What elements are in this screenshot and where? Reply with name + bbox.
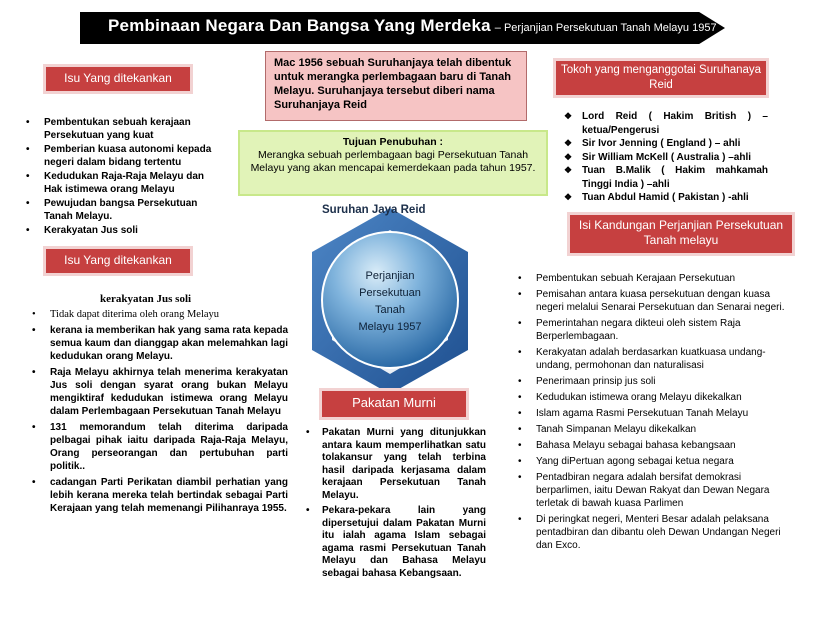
list-item: ❖ Sir William McKell ( Australia ) –ahli bbox=[562, 151, 768, 165]
sphere-line: Persekutuan bbox=[359, 287, 421, 299]
list-item: ❖ Tuan Abdul Hamid ( Pakistan ) -ahli bbox=[562, 191, 768, 205]
jus-soli-list bbox=[30, 308, 288, 518]
title-main: Pembinaan Negara Dan Bangsa Yang Merdeka bbox=[108, 16, 491, 35]
pakatan-murni-label: Pakatan Murni bbox=[322, 391, 466, 417]
list-item: • Pakatan Murni yang ditunjukkan antara kaum memperlihatkan satu tolakansur yang telah terbina hasil daripada kerjasama dalam kerajaan Persekutuan Tanah Melayu. bbox=[304, 427, 486, 502]
list-item: • Penerimaan prinsip jus soli bbox=[514, 375, 796, 388]
list-item: • Kerakyatan Jus soli bbox=[24, 224, 220, 237]
title-sub: – Perjanjian Persekutuan Tanah Melayu 1957 bbox=[494, 22, 717, 34]
list-item: • Tanah Simpanan Melayu dikekalkan bbox=[514, 423, 796, 436]
list-item: • Kerakyatan adalah berdasarkan kuatkuasa undang-undang, permohonan dan naturalisasi bbox=[514, 346, 796, 372]
list-item: • Islam agama Rasmi Persekutuan Tanah Melayu bbox=[514, 407, 796, 420]
isu-label-2: Isu Yang ditekankan bbox=[46, 249, 190, 273]
list-item: • Tidak dapat diterima oleh orang Melayu bbox=[30, 308, 288, 321]
list-item: • cadangan Parti Perikatan diambil perhatian yang lebih kerana mereka telah bertindak sebagai Parti Kerajaan yang telah memenangi Pilihanraya 1955. bbox=[30, 476, 288, 515]
suruhanjaya-reid-label: Suruhan Jaya Reid bbox=[322, 204, 426, 216]
tokoh-label: Tokoh yang menganggotai Suruhanaya Reid bbox=[556, 61, 766, 95]
tujuan-heading: Tujuan Penubuhan : bbox=[342, 136, 444, 148]
list-item: • Yang diPertuan agong sebagai ketua negara bbox=[514, 455, 796, 468]
list-item: • kerana ia memberikan hak yang sama rata kepada semua kaum dan dianggap akan melemahkan lagi kedudukan orang Melayu. bbox=[30, 324, 288, 363]
list-item: • Pekara-pekara lain yang dipersetujui dalam Pakatan Murni itu ialah agama Islam sebagai agama rasmi Persekutuan Tanah Melayu dan Bahasa Melayu sebagai bahasa Kebangsaan. bbox=[304, 505, 486, 580]
list-item: • Pembentukan sebuah kerajaan Persekutuan yang kuat bbox=[24, 116, 220, 142]
list-item: • Pentadbiran negara adalah bersifat demokrasi berparlimen, iaitu Dewan Rakyat dan Dewan Negara terletak di bawah kuasa Parlimen bbox=[514, 471, 796, 510]
list-item: • Kedudukan Raja-Raja Melayu dan Hak istimewa orang Melayu bbox=[24, 170, 220, 196]
list-item: • Pemerintahan negara dikteui oleh sistem Raja Berperlembagaan. bbox=[514, 317, 796, 343]
tokoh-list bbox=[562, 110, 768, 205]
sphere-line: Perjanjian bbox=[365, 270, 415, 282]
list-item: • Pewujudan bangsa Persekutuan Tanah Melayu. bbox=[24, 197, 220, 223]
list-item: • Raja Melayu akhirnya telah menerima kerakyatan Jus soli dengan syarat orang bukan Melayu mengiktiraf kedudukan istimewa orang Melayu dalam Perlembagaan Persekutuan Tanah Melayu bbox=[30, 366, 288, 418]
list-item: • Pemisahan antara kuasa persekutuan dengan kuasa negeri melalui Senarai Persekutuan dan Senarai negeri. bbox=[514, 288, 796, 314]
list-item: • Kedudukan istimewa orang Melayu dikekalkan bbox=[514, 391, 796, 404]
list-item: • Pembentukan sebuah Kerajaan Persekutuan bbox=[514, 272, 796, 285]
list-item: • Di peringkat negeri, Menteri Besar adalah pelaksana pentadbiran dan dibantu oleh Dewan Undangan Negeri dan Exco. bbox=[514, 513, 796, 552]
jus-soli-heading: kerakyatan Jus soli bbox=[100, 293, 192, 305]
sphere-line: Tanah bbox=[375, 304, 405, 316]
list-item: • Pemberian kuasa autonomi kepada negeri dalam bidang tertentu bbox=[24, 143, 220, 169]
list-item: ❖ Tuan B.Malik ( Hakim mahkamah Tinggi India ) –ahli bbox=[562, 164, 768, 191]
mac-1956-box: Mac 1956 sebuah Suruhanjaya telah dibentuk untuk merangka perlembagaan baru di Tanah Melayu. Suruhanjaya tersebut diberi nama Suruhanjaya Reid bbox=[265, 51, 527, 121]
list-item: • 131 memorandum telah diterima daripada pelbagai pihak iaitu daripada Raja-Raja Melayu, Orang perseorangan dan pertubuhan parti politik.. bbox=[30, 421, 288, 473]
sphere-label bbox=[330, 268, 450, 336]
sphere-line: Melayu 1957 bbox=[358, 321, 422, 333]
page-title bbox=[108, 16, 717, 36]
tujuan-text: Merangka sebuah perlembagaan bagi Persekutuan Tanah Melayu yang akan mencapai kemerdekaan pada tahun 1957. bbox=[250, 149, 536, 174]
isu-label-1: Isu Yang ditekankan bbox=[46, 67, 190, 91]
isi-kandungan-label: Isi Kandungan Perjanjian Persekutuan Tanah melayu bbox=[570, 215, 792, 253]
pakatan-list bbox=[304, 427, 486, 583]
tujuan-box bbox=[238, 130, 548, 196]
list-item: ❖ Sir Ivor Jenning ( England ) – ahli bbox=[562, 137, 768, 151]
isi-kandungan-list bbox=[514, 272, 796, 555]
isu-list bbox=[24, 116, 220, 238]
list-item: ❖ Lord Reid ( Hakim British ) – ketua/Pengerusi bbox=[562, 110, 768, 137]
list-item: • Bahasa Melayu sebagai bahasa kebangsaan bbox=[514, 439, 796, 452]
